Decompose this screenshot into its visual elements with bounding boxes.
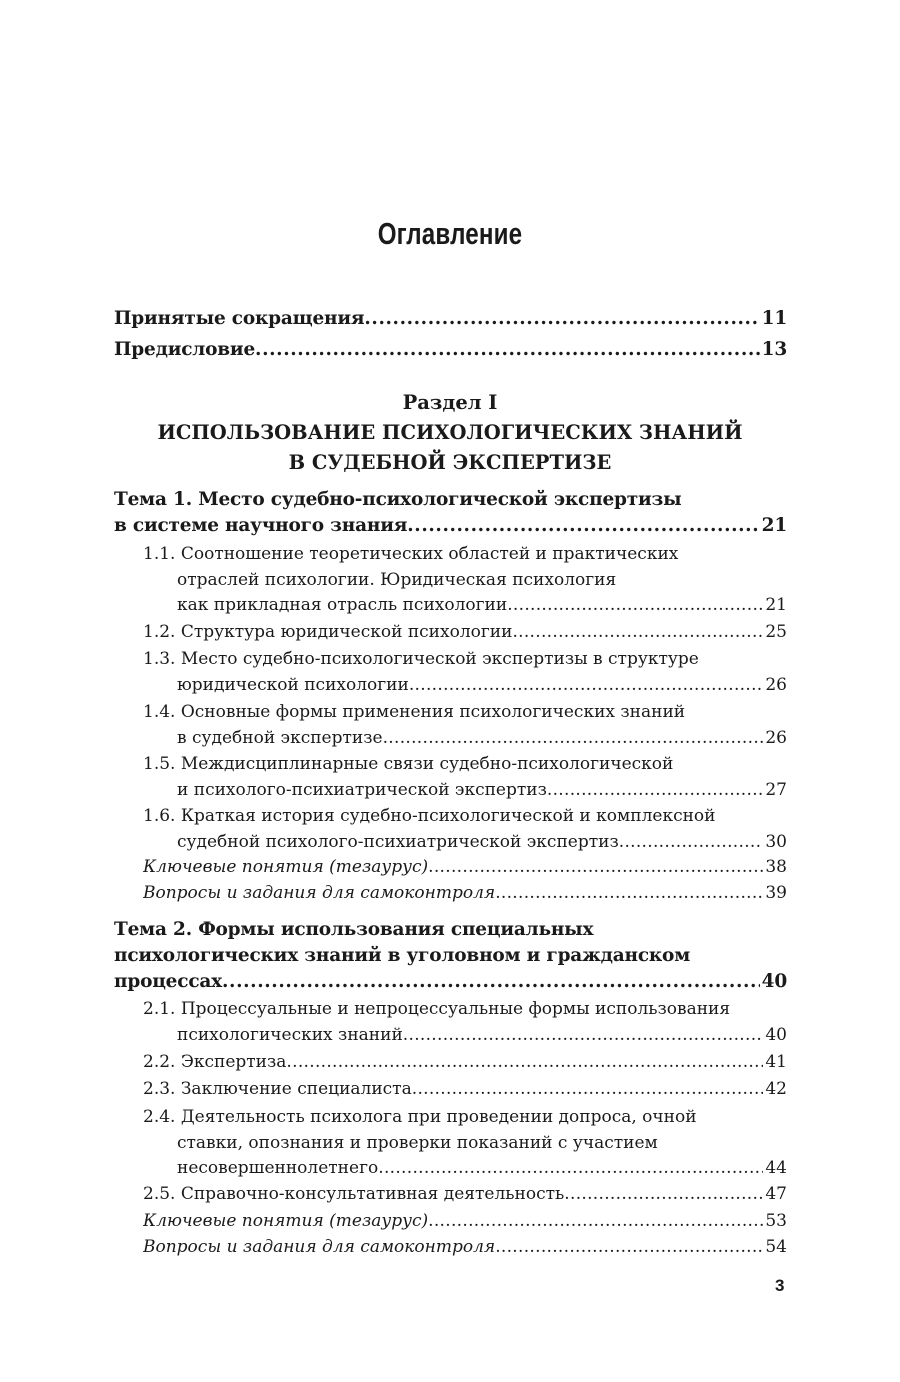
toc-entry-2-1[interactable] — [114, 997, 787, 1048]
toc-entry-1-6[interactable] — [114, 804, 787, 855]
entry-page: 25 — [765, 622, 787, 642]
entry-page: 42 — [765, 1079, 787, 1099]
entry-page: 30 — [765, 831, 787, 852]
entry-title-line: 2.4. Деятельность психолога при проведении допроса, очной — [143, 1107, 697, 1127]
entry-page: 44 — [765, 1158, 787, 1178]
entry-page: 40 — [761, 971, 787, 992]
leader-dots — [512, 620, 763, 646]
toc-entry-topic-2[interactable] — [114, 917, 787, 995]
leader-dots — [547, 778, 763, 804]
entry-title-line: 1.1. Соотношение теоретических областей и практических — [143, 544, 679, 564]
leader-dots — [255, 337, 760, 363]
toc-entry-1-1[interactable] — [114, 542, 787, 619]
entry-page: 38 — [765, 857, 787, 877]
entry-page: 13 — [761, 339, 787, 360]
leader-dots — [428, 1209, 763, 1235]
entry-title-line: Вопросы и задания для самоконтроля — [143, 883, 496, 903]
entry-page: 41 — [765, 1052, 787, 1072]
entry-title: Принятые сокращения — [114, 308, 365, 329]
page-title: Оглавление — [377, 216, 523, 251]
entry-title-line: Ключевые понятия (тезаурус) — [143, 1211, 429, 1231]
toc-entry-1-keywords[interactable] — [114, 855, 787, 881]
entry-page: 39 — [765, 883, 787, 903]
toc-entry-1-2[interactable] — [114, 620, 787, 646]
toc-entry-1-5[interactable] — [114, 752, 787, 803]
entry-title-line: ставки, опознания и проверки показаний с участием — [177, 1132, 658, 1153]
entry-title: Предисловие — [114, 339, 256, 360]
leader-dots — [428, 855, 763, 881]
entry-title-line: отраслей психологии. Юридическая психология — [177, 569, 617, 590]
entry-title-line: психологических знаний — [177, 1024, 403, 1045]
leader-dots — [222, 969, 760, 995]
entry-title-line: 1.4. Основные формы применения психологических знаний — [143, 702, 686, 722]
entry-title-line: Тема 2. Формы использования специальных — [114, 919, 594, 940]
entry-page: 21 — [765, 595, 787, 615]
entry-title-line: как прикладная отрасль психологии — [177, 595, 508, 615]
leader-dots — [364, 306, 759, 332]
entry-title-line: в системе научного знания — [114, 515, 408, 536]
section-title-line: В СУДЕБНОЙ ЭКСПЕРТИЗЕ — [288, 451, 612, 474]
entry-title-line: Ключевые понятия (тезаурус) — [143, 857, 429, 877]
entry-page: 11 — [761, 308, 787, 329]
leader-dots — [412, 1077, 764, 1103]
leader-dots — [403, 1023, 764, 1049]
leader-dots — [407, 513, 759, 539]
entry-title-line: в судебной экспертизе — [177, 727, 383, 748]
leader-dots — [495, 1235, 763, 1261]
toc-entry-1-questions[interactable] — [114, 881, 787, 907]
toc-entry-2-2[interactable] — [114, 1050, 787, 1076]
entry-title-line: психологических знаний в уголовном и гражданском — [114, 945, 691, 966]
leader-dots — [378, 1156, 763, 1182]
entry-title-line: судебной психолого-психиатрической экспертиз — [177, 831, 619, 852]
entry-page: 26 — [765, 727, 787, 748]
entry-page: 54 — [765, 1237, 787, 1257]
entry-page: 40 — [765, 1024, 787, 1045]
toc-entry-1-3[interactable] — [114, 647, 787, 698]
section-title-line: ИСПОЛЬЗОВАНИЕ ПСИХОЛОГИЧЕСКИХ ЗНАНИЙ — [157, 421, 743, 444]
entry-title-line: 1.6. Краткая история судебно-психологической и комплексной — [143, 806, 716, 826]
leader-dots — [286, 1050, 763, 1076]
page-number: 3 — [775, 1276, 785, 1295]
entry-title-line: процессах — [114, 971, 222, 992]
entry-title-line: 1.5. Междисциплинарные связи судебно-психологической — [143, 754, 674, 774]
entry-title-line: 2.3. Заключение специалиста — [143, 1079, 412, 1099]
toc-entry-1-4[interactable] — [114, 700, 787, 751]
entry-title-line: юридической психологии — [177, 674, 409, 695]
entry-title-line: Тема 1. Место судебно-психологической экспертизы — [114, 489, 682, 510]
leader-dots — [383, 726, 764, 752]
entry-page: 53 — [765, 1211, 787, 1231]
toc-entry-abbreviations[interactable] — [114, 306, 787, 332]
entry-title-line: несовершеннолетнего — [177, 1158, 379, 1178]
toc-entry-2-3[interactable] — [114, 1077, 787, 1103]
entry-title-line: Вопросы и задания для самоконтроля — [143, 1237, 496, 1257]
entry-title-line: 2.1. Процессуальные и непроцессуальные формы использования — [143, 999, 731, 1019]
leader-dots — [619, 830, 764, 856]
leader-dots — [564, 1182, 763, 1208]
entry-title-line: 2.5. Справочно-консультативная деятельность — [143, 1184, 565, 1204]
entry-page: 26 — [765, 674, 787, 695]
entry-title-line: 2.2. Экспертиза — [143, 1052, 287, 1072]
toc-entry-2-questions[interactable] — [114, 1235, 787, 1261]
toc-entry-2-4[interactable] — [114, 1105, 787, 1182]
toc-entry-2-5[interactable] — [114, 1182, 787, 1208]
entry-title-line: 1.2. Структура юридической психологии — [143, 622, 513, 642]
toc-entry-2-keywords[interactable] — [114, 1209, 787, 1235]
section-label: Раздел I — [402, 391, 498, 414]
entry-title-line: 1.3. Место судебно-психологической экспертизы в структуре — [143, 649, 699, 669]
entry-page: 21 — [761, 515, 787, 536]
entry-page: 27 — [765, 779, 787, 800]
toc-entry-preface[interactable] — [114, 337, 787, 363]
leader-dots — [409, 673, 764, 699]
leader-dots — [507, 593, 763, 619]
leader-dots — [495, 881, 763, 907]
entry-title-line: и психолого-психиатрической экспертиз — [177, 779, 547, 800]
toc-entry-topic-1[interactable] — [114, 487, 787, 539]
entry-page: 47 — [765, 1184, 787, 1204]
